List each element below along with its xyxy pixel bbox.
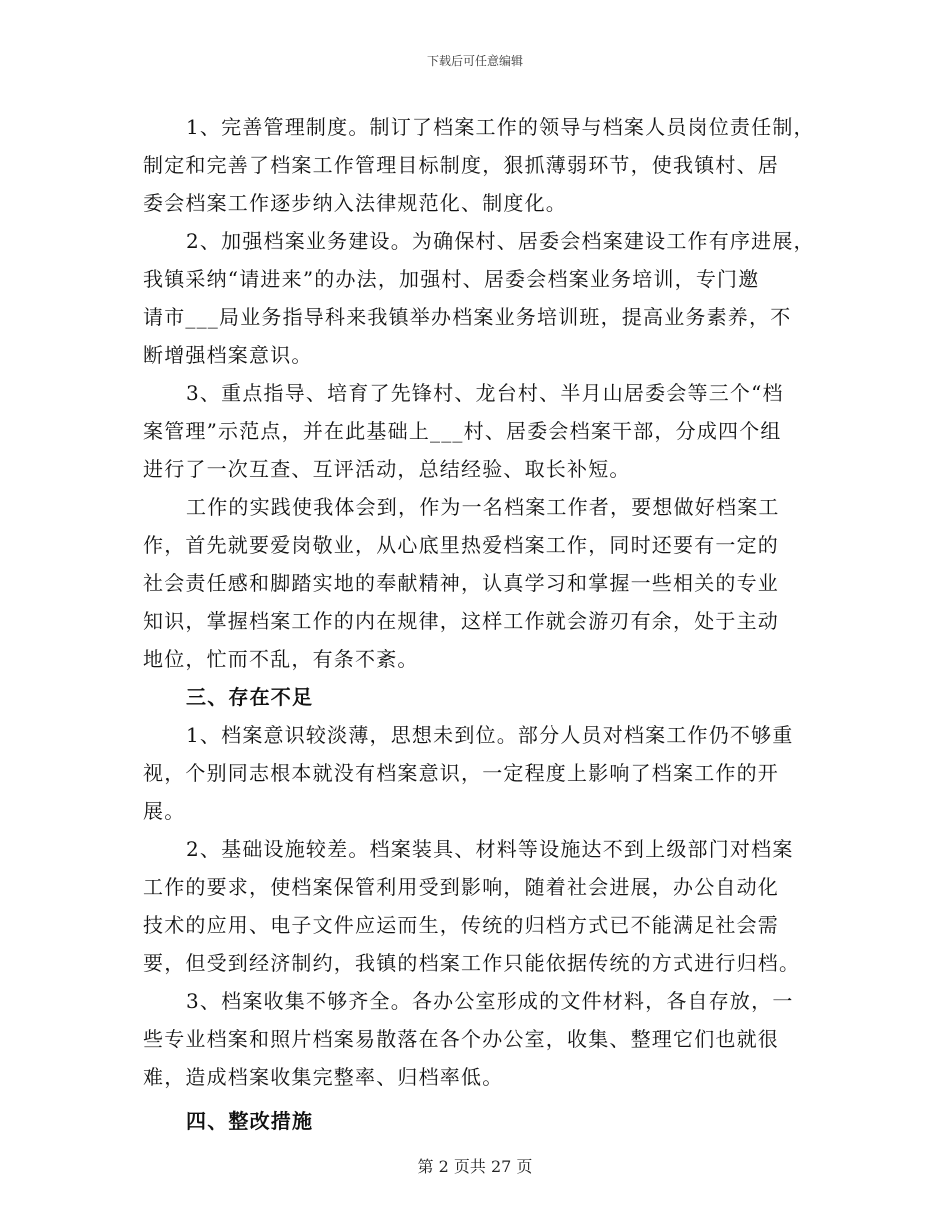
text-line: 进行了一次互查、互评活动，总结经验、取长补短。 <box>143 457 631 481</box>
text-line: 2、基础设施较差。档案装具、材料等设施达不到上级部门对档案 <box>186 837 794 861</box>
page-header: 下载后可任意编辑 <box>426 54 523 68</box>
text-line: 知识，掌握档案工作的内在规律，这样工作就会游刃有余，处于主动 <box>143 609 779 633</box>
paragraph-weak-awareness <box>143 716 823 830</box>
text-line: 工作的实践使我体会到，作为一名档案工作者，要想做好档案工 <box>186 495 780 519</box>
text-line: 展。 <box>143 799 186 823</box>
section-heading-rectification: 四、整改措施 <box>186 1109 314 1133</box>
paragraph-improve-management <box>143 108 823 222</box>
text-line: 些专业档案和照片档案易散落在各个办公室，收集、整理它们也就很 <box>143 1027 779 1051</box>
text-line: 视，个别同志根本就没有档案意识，一定程度上影响了档案工作的开 <box>143 761 779 785</box>
text-line: 要，但受到经济制约，我镇的档案工作只能依据传统的方式进行归档。 <box>143 951 801 975</box>
paragraph-strengthen-business <box>143 222 823 374</box>
text-line: 社会责任感和脚踏实地的奉献精神，认真学习和掌握一些相关的专业 <box>143 571 779 595</box>
text-line: 制定和完善了档案工作管理目标制度，狠抓薄弱环节，使我镇村、居 <box>143 153 779 177</box>
paragraph-work-experience <box>143 488 823 678</box>
text-line: 3、重点指导、培育了先锋村、龙台村、半月山居委会等三个“档 <box>186 381 784 405</box>
paragraph-incomplete-collection <box>143 982 823 1096</box>
text-line: 委会档案工作逐步纳入法律规范化、制度化。 <box>143 191 567 215</box>
text-line: 难，造成档案收集完整率、归档率低。 <box>143 1065 504 1089</box>
text-line: 案管理”示范点，并在此基础上___村、居委会档案干部，分成四个组 <box>143 419 782 443</box>
paragraph-poor-infrastructure <box>143 830 823 982</box>
document-body <box>143 108 823 1140</box>
text-line: 断增强档案意识。 <box>143 343 313 367</box>
text-line: 地位，忙而不乱，有条不紊。 <box>143 647 419 671</box>
text-line: 1、完善管理制度。制订了档案工作的领导与档案人员岗位责任制， <box>186 115 815 139</box>
text-line: 3、档案收集不够齐全。各办公室形成的文件材料，各自存放，一 <box>186 989 794 1013</box>
page-footer: 第 2 页共 27 页 <box>417 1157 533 1176</box>
text-line: 作，首先就要爱岗敬业，从心底里热爱档案工作，同时还要有一定的 <box>143 533 779 557</box>
section-heading-shortcomings: 三、存在不足 <box>186 685 314 709</box>
text-line: 2、加强档案业务建设。为确保村、居委会档案建设工作有序进展， <box>186 229 815 253</box>
text-line: 我镇采纳“请进来”的办法，加强村、居委会档案业务培训，专门邀 <box>143 267 760 291</box>
text-line: 请市___局业务指导科来我镇举办档案业务培训班，提高业务素养，不 <box>143 305 792 329</box>
text-line: 技术的应用、电子文件应运而生，传统的归档方式已不能满足社会需 <box>143 913 779 937</box>
text-line: 工作的要求，使档案保管利用受到影响，随着社会进展，办公自动化 <box>143 875 779 899</box>
text-line: 1、档案意识较淡薄，思想未到位。部分人员对档案工作仍不够重 <box>186 723 794 747</box>
paragraph-key-guidance <box>143 374 823 488</box>
